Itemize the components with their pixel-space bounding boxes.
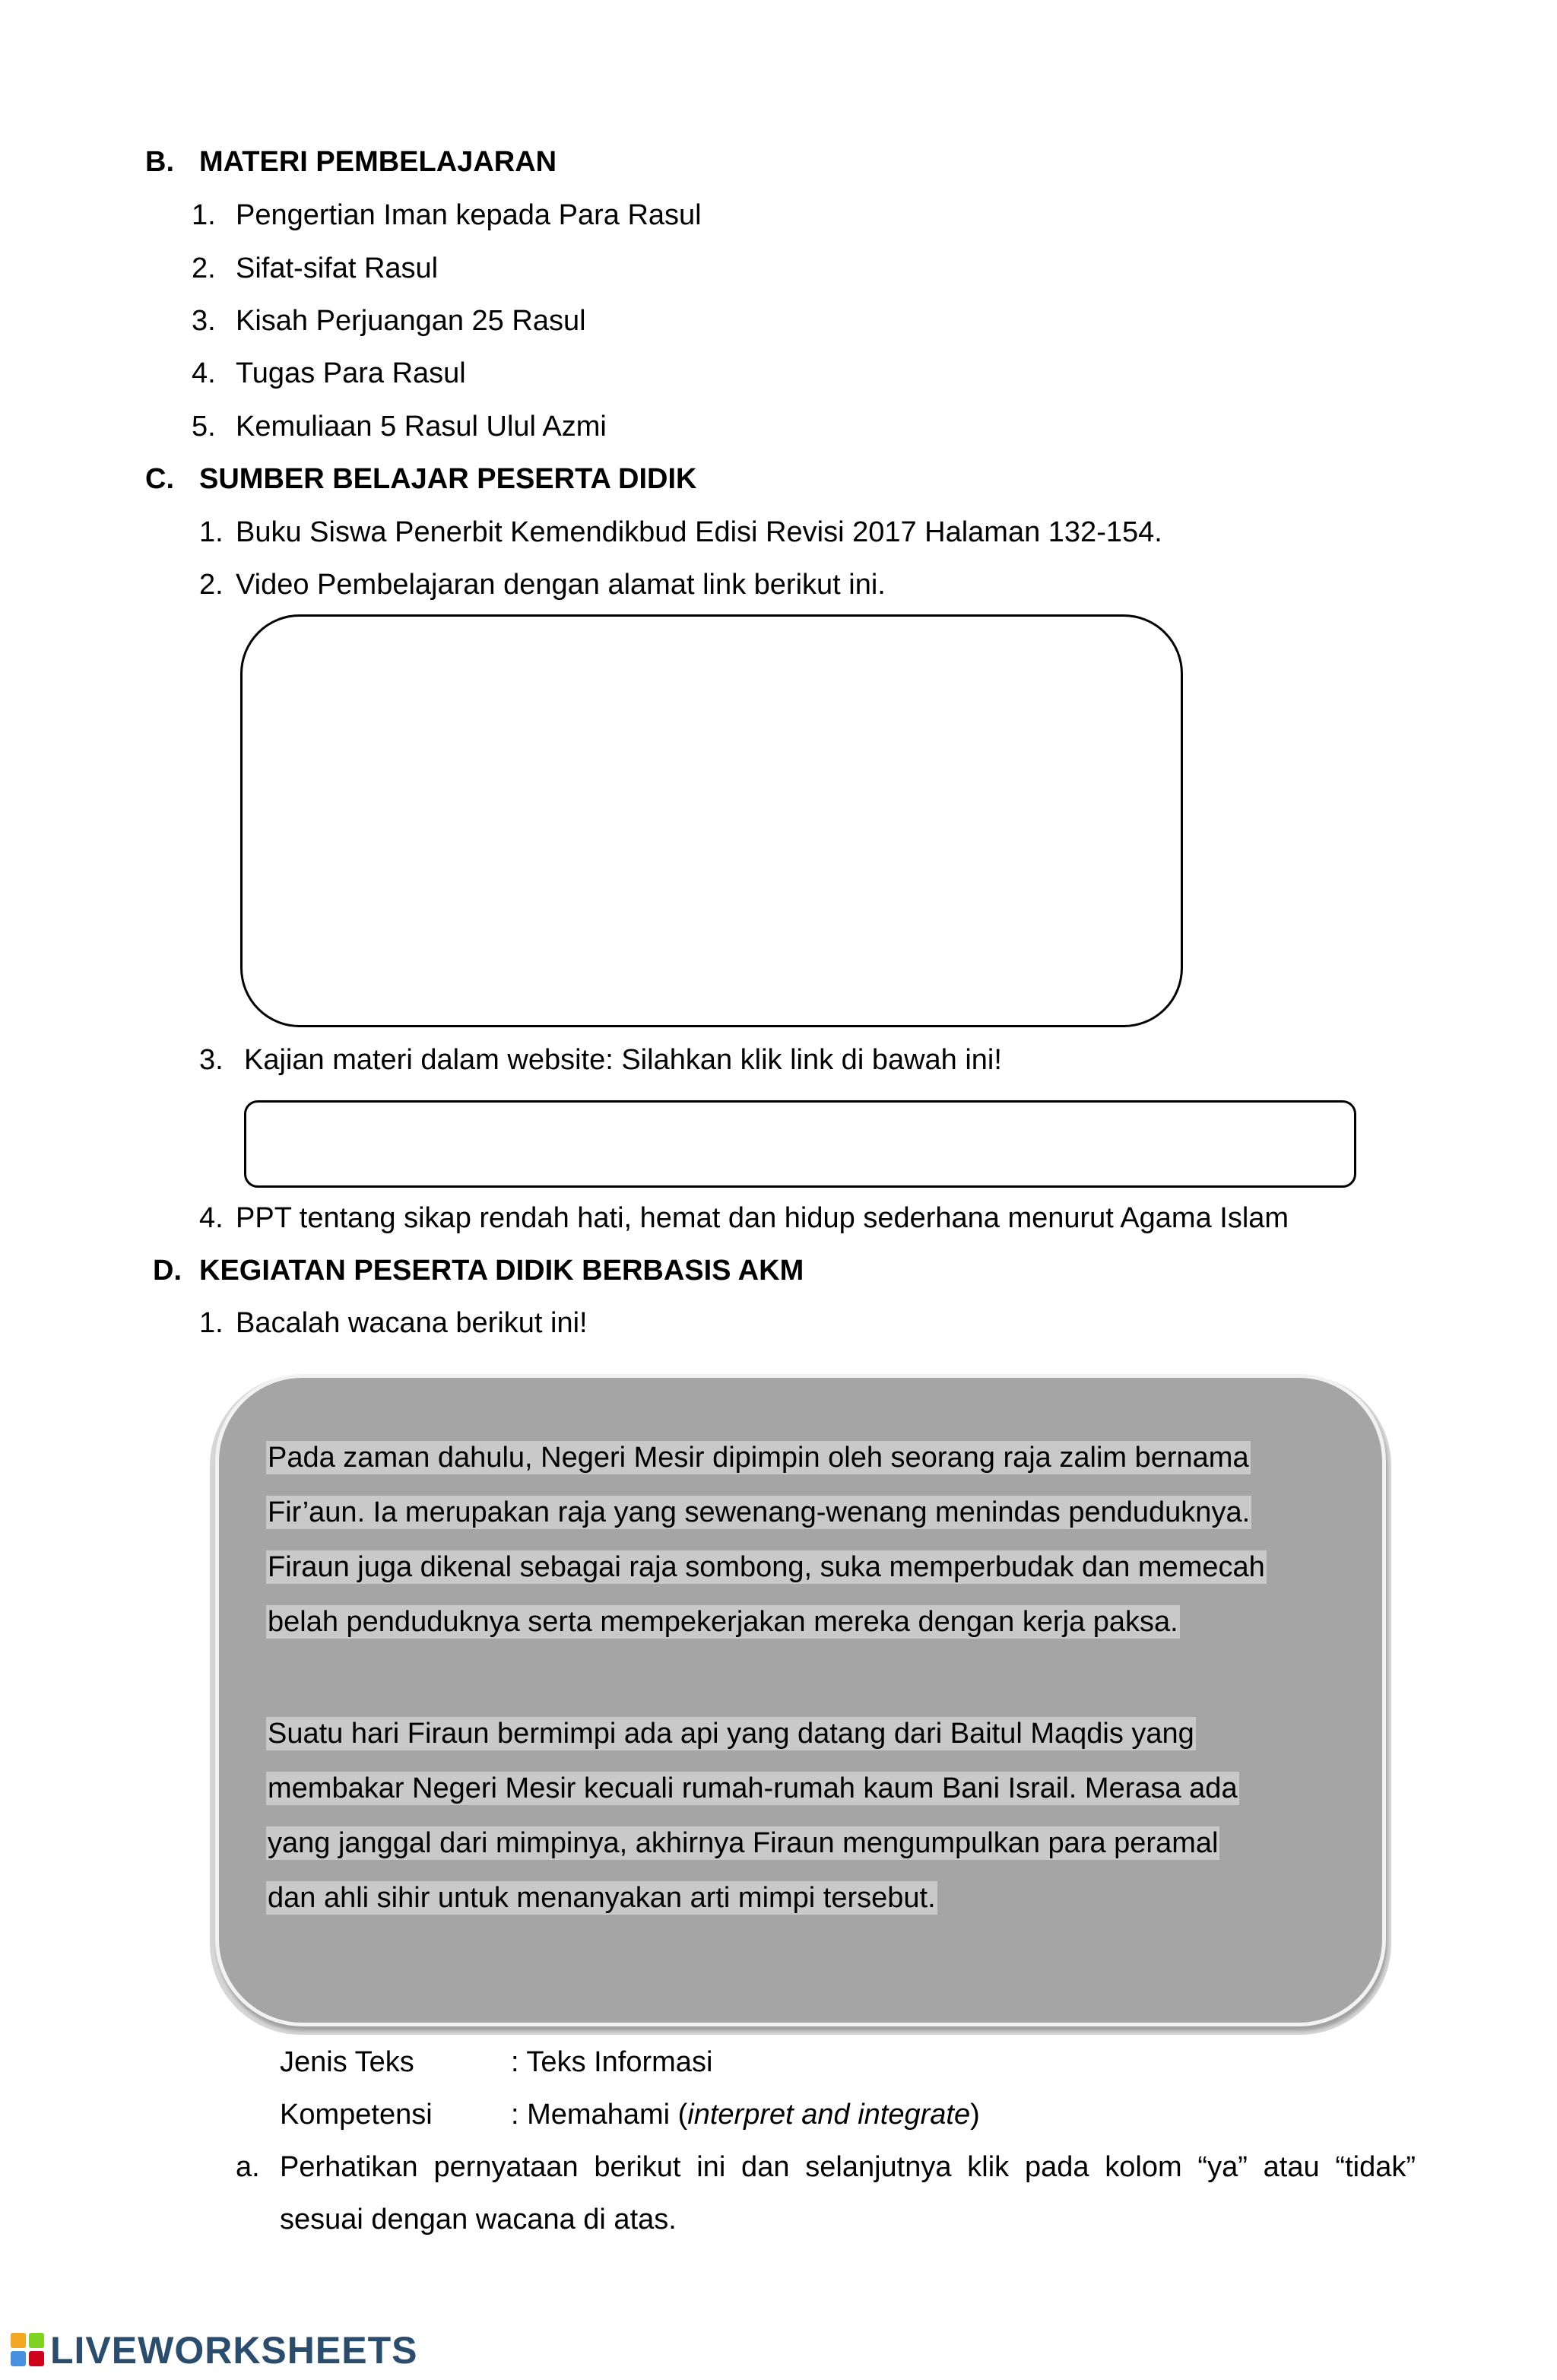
jenis-teks-value: : Teks Informasi [511, 2046, 713, 2078]
section-d-letter: D. [153, 1255, 182, 1287]
section-d-item-text: Bacalah wacana berikut ini! [236, 1307, 588, 1339]
section-b-item-num: 2. [192, 252, 216, 284]
section-c-item-text: Video Pembelajaran dengan alamat link berikut ini. [236, 569, 886, 601]
section-c-item-text: PPT tentang sikap rendah hati, hemat dan hidup sederhana menurut Agama Islam [236, 1202, 1289, 1234]
section-c-item-num: 3. [199, 1044, 224, 1076]
instruction-letter: a. [236, 2151, 260, 2183]
section-b-item-text: Kemuliaan 5 Rasul Ulul Azmi [236, 411, 607, 443]
video-embed-box[interactable] [240, 614, 1183, 1027]
passage-line: dan ahli sihir untuk menanyakan arti mimpi tersebut. [268, 1882, 936, 1914]
section-c-item-num: 1. [199, 516, 224, 548]
logo-block [11, 2333, 26, 2348]
section-b-item-num: 4. [192, 357, 216, 389]
kompetensi-suffix: ) [970, 2099, 980, 2131]
passage-line: Firaun juga dikenal sebagai raja sombong, suka memperbudak dan memecah [268, 1551, 1265, 1583]
kompetensi-label: Kompetensi [280, 2099, 433, 2131]
section-b-item-text: Sifat-sifat Rasul [236, 252, 439, 284]
passage-line: Fir’aun. Ia merupakan raja yang sewenang-wenang menindas penduduknya. [268, 1496, 1251, 1528]
section-c-item-text: Kajian materi dalam website: Silahkan klik link di bawah ini! [244, 1044, 1002, 1076]
instruction-line-2: sesuai dengan wacana di atas. [280, 2204, 677, 2236]
section-b-item-num: 3. [192, 305, 216, 337]
section-c-title: SUMBER BELAJAR PESERTA DIDIK [199, 463, 697, 495]
section-b-item-num: 1. [192, 199, 216, 231]
jenis-teks-label: Jenis Teks [280, 2046, 414, 2078]
section-c-item-text: Buku Siswa Penerbit Kemendikbud Edisi Revisi 2017 Halaman 132-154. [236, 516, 1162, 548]
section-b-item-num: 5. [192, 411, 216, 443]
instruction-line-1: Perhatikan pernyataan berikut ini dan selanjutnya klik pada kolom “ya” atau “tidak” [280, 2151, 1416, 2183]
passage-line: belah penduduknya serta mempekerjakan mereka dengan kerja paksa. [268, 1606, 1178, 1638]
logo-block [29, 2351, 44, 2366]
section-b-title: MATERI PEMBELAJARAN [199, 146, 557, 178]
section-b-item-text: Pengertian Iman kepada Para Rasul [236, 199, 702, 231]
kompetensi-prefix: : Memahami ( [511, 2099, 688, 2131]
section-c-item-num: 4. [199, 1202, 224, 1234]
passage-line: membakar Negeri Mesir kecuali rumah-rumah kaum Bani Israil. Merasa ada [268, 1772, 1238, 1804]
section-c-letter: C. [145, 463, 174, 495]
section-b-item-text: Tugas Para Rasul [236, 357, 466, 389]
website-link-box[interactable] [244, 1100, 1356, 1188]
section-b-letter: B. [145, 146, 174, 178]
logo-block [29, 2333, 44, 2348]
logo-block [11, 2351, 26, 2366]
kompetensi-value [511, 2097, 980, 2132]
logo-blocks-icon [11, 2333, 44, 2366]
logo-text: LIVEWORKSHEETS [50, 2329, 418, 2372]
section-d-title: KEGIATAN PESERTA DIDIK BERBASIS AKM [199, 1255, 804, 1287]
section-d-item-num: 1. [199, 1307, 224, 1339]
passage-line: yang janggal dari mimpinya, akhirnya Firaun mengumpulkan para peramal [268, 1827, 1219, 1859]
section-c-item-num: 2. [199, 569, 224, 601]
passage-line: Suatu hari Firaun bermimpi ada api yang datang dari Baitul Maqdis yang [268, 1718, 1194, 1750]
passage-line: Pada zaman dahulu, Negeri Mesir dipimpin oleh seorang raja zalim bernama [268, 1442, 1249, 1474]
kompetensi-italic: interpret and integrate [687, 2099, 971, 2131]
section-b-item-text: Kisah Perjuangan 25 Rasul [236, 305, 586, 337]
